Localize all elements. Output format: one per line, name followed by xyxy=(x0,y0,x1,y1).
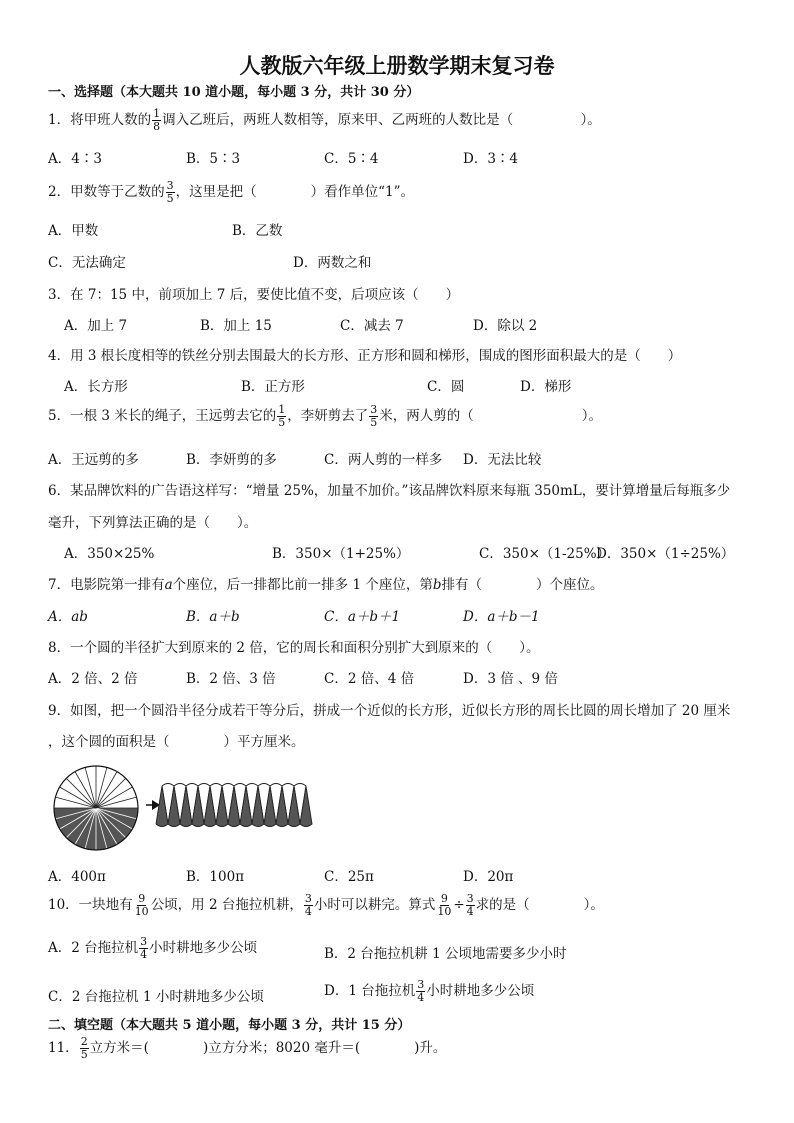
q9-option-c[interactable]: C．25π xyxy=(324,869,374,885)
q1-text-b: 调入乙班后，两班人数相等，原来甲、乙两班的人数比是（ ）。 xyxy=(162,112,601,128)
q3-option-c[interactable]: C．减去 7 xyxy=(340,318,404,334)
q5-option-a[interactable]: A．王远剪的多 xyxy=(48,452,139,468)
q10-option-a[interactable]: A．2 台拖拉机 $\frac{3}{4}$ 小时耕地多少公顷 xyxy=(48,935,258,961)
q3-option-a[interactable]: A．加上 7 xyxy=(64,318,128,334)
q10-option-c[interactable]: C．2 台拖拉机 1 小时耕地多少公顷 xyxy=(48,989,264,1005)
question-10 xyxy=(48,893,604,918)
q6-option-b[interactable]: B．350×（1+25%） xyxy=(272,546,410,562)
q11-fraction: $\frac{2}{5}$ xyxy=(80,1035,88,1061)
divided-circle xyxy=(54,766,138,850)
q3-option-b[interactable]: B．加上 15 xyxy=(200,318,272,334)
q10-option-d[interactable]: D．1 台拖拉机 $\frac{3}{4}$ 小时耕地多少公顷 xyxy=(324,978,535,1004)
q10-divide-sign: ÷ xyxy=(453,897,465,913)
circle-radius-line xyxy=(55,797,96,808)
circle-radius-line xyxy=(96,767,107,808)
circle-to-rectangle-figure xyxy=(50,762,330,852)
q5-fraction-2: $\frac{3}{5}$ xyxy=(370,403,378,429)
q6-option-a[interactable]: A．350×25% xyxy=(64,546,155,562)
circle-radius-line xyxy=(85,767,96,808)
q9-option-a[interactable]: A．400π xyxy=(48,869,106,885)
question-9-line-2: ，这个圆的面积是（ ）平方厘米。 xyxy=(48,734,305,750)
q11-text-a: 11． xyxy=(48,1040,79,1056)
q7-option-a[interactable]: A．ab xyxy=(48,609,88,625)
q1-text-a: 1．将甲班人数的 xyxy=(48,112,152,128)
q7-option-b[interactable]: B．a＋b xyxy=(186,609,240,625)
section-2-heading: 二、填空题（本大题共 5 道小题，每小题 3 分，共计 15 分） xyxy=(48,1018,411,1033)
question-3: 3．在 7：15 中，前项加上 7 后，要使比值不变，后项应该（ ） xyxy=(48,287,460,303)
approximate-rectangle xyxy=(156,784,312,827)
q8-option-d[interactable]: D．3 倍 、9 倍 xyxy=(463,671,558,687)
q10-option-a-fraction: $\frac{3}{4}$ xyxy=(140,935,148,961)
question-6-line-1: 6．某品牌饮料的广告语这样写：“增量 25%，加量不加价。”该品牌饮料原来每瓶 350mL，要计算增量后每瓶多少 xyxy=(48,483,731,499)
q6-option-c[interactable]: C．350×（1-25%） xyxy=(479,546,611,562)
q11-text-b: 立方米＝( )立方分米；8020 毫升＝( )升。 xyxy=(89,1040,447,1056)
q7-text-c: 排有（ ）个座位。 xyxy=(441,577,604,593)
q7-text-b: 个座位，后一排都比前一排多 1 个座位，第 xyxy=(172,577,433,593)
q8-option-c[interactable]: C．2 倍、4 倍 xyxy=(324,671,415,687)
q8-option-b[interactable]: B．2 倍、3 倍 xyxy=(186,671,276,687)
q7-option-d[interactable]: D．a＋b－1 xyxy=(463,609,540,625)
q2-option-c[interactable]: C．无法确定 xyxy=(48,255,126,271)
q10-text-a: 10．一块地有 xyxy=(48,897,133,913)
q7-var-b: b xyxy=(432,577,442,593)
question-7 xyxy=(48,573,603,593)
q10-fraction-4: $\frac{3}{4}$ xyxy=(466,892,474,918)
section-1-heading: 一、选择题（本大题共 10 道小题，每小题 3 分，共计 30 分） xyxy=(48,85,420,100)
q10-option-d-fraction: $\frac{3}{4}$ xyxy=(417,978,425,1004)
q5-text-c: 米，两人剪的（ ）。 xyxy=(379,408,603,424)
q9-option-d[interactable]: D．20π xyxy=(463,869,514,885)
q10-fraction-2: $\frac{3}{4}$ xyxy=(304,892,312,918)
q2-option-a[interactable]: A．甲数 xyxy=(48,223,99,239)
q10-text-b: 公顷，用 2 台拖拉机耕， xyxy=(150,897,303,913)
q7-option-c[interactable]: C．a＋b＋1 xyxy=(324,609,401,625)
question-4: 4．用 3 根长度相等的铁丝分别去围最大的长方形、正方形和圆和梯形，围成的图形面积最大的是（ ） xyxy=(48,348,682,364)
question-9-line-1: 9．如图，把一个圆沿半径分成若干等分后，拼成一个近似的长方形，近似长方形的周长比圆的周长增加了 20 厘米 xyxy=(48,703,731,719)
q4-option-d[interactable]: D．梯形 xyxy=(520,379,572,395)
q1-option-d[interactable]: D．3∶4 xyxy=(463,151,519,167)
q2-text-a: 2．甲数等于乙数的 xyxy=(48,184,165,200)
q2-option-d[interactable]: D．两数之和 xyxy=(293,255,372,271)
q4-option-a[interactable]: A．长方形 xyxy=(64,379,128,395)
q2-option-b[interactable]: B．乙数 xyxy=(232,223,283,239)
q7-text-a: 7．电影院第一排有 xyxy=(48,577,165,593)
question-6-line-2: 毫升，下列算法正确的是（ ）。 xyxy=(48,515,258,531)
q5-text-a: 5．一根 3 米长的绳子，王远剪去它的 xyxy=(48,408,277,424)
question-1 xyxy=(48,108,601,133)
q2-text-b: ，这里是把（ ）看作单位“1”。 xyxy=(175,184,414,200)
q6-option-d[interactable]: D．350×（1÷25%） xyxy=(596,546,735,562)
q10-text-d: 求的是（ ）。 xyxy=(475,897,604,913)
q10-text-c: 小时可以耕完。算式 xyxy=(313,897,436,913)
arrow-icon xyxy=(146,800,160,810)
q5-text-b: ，李妍剪去了 xyxy=(287,408,369,424)
q5-option-b[interactable]: B．李妍剪的多 xyxy=(186,452,277,468)
q5-option-c[interactable]: C．两人剪的一样多 xyxy=(324,452,443,468)
q1-option-a[interactable]: A．4∶3 xyxy=(48,151,102,167)
q1-fraction: $\frac{1}{8}$ xyxy=(153,107,161,133)
q8-option-a[interactable]: A．2 倍、2 倍 xyxy=(48,671,138,687)
q5-fraction-1: $\frac{1}{5}$ xyxy=(278,403,286,429)
q1-option-b[interactable]: B．5∶3 xyxy=(186,151,241,167)
question-5 xyxy=(48,404,602,429)
q10-fraction-3: $\frac{9}{10}$ xyxy=(437,892,452,918)
q10-option-b[interactable]: B．2 台拖拉机耕 1 公顷地需要多少小时 xyxy=(324,946,567,962)
question-2 xyxy=(48,180,414,205)
q2-fraction: $\frac{3}{5}$ xyxy=(166,179,174,205)
question-11 xyxy=(48,1036,446,1061)
q4-option-c[interactable]: C．圆 xyxy=(427,379,465,395)
q1-option-c[interactable]: C．5∶4 xyxy=(324,151,379,167)
q5-option-d[interactable]: D．无法比较 xyxy=(463,452,542,468)
q3-option-d[interactable]: D．除以 2 xyxy=(473,318,538,334)
q7-var-a: a xyxy=(164,577,173,593)
q4-option-b[interactable]: B．正方形 xyxy=(241,379,305,395)
circle-radius-line xyxy=(96,797,137,808)
page-title: 人教版六年级上册数学期末复习卷 xyxy=(239,54,555,78)
q10-fraction-1: $\frac{9}{10}$ xyxy=(134,892,149,918)
question-8: 8．一个圆的半径扩大到原来的 2 倍，它的周长和面积分别扩大到原来的（ ）。 xyxy=(48,640,540,656)
q9-option-b[interactable]: B．100π xyxy=(186,869,245,885)
